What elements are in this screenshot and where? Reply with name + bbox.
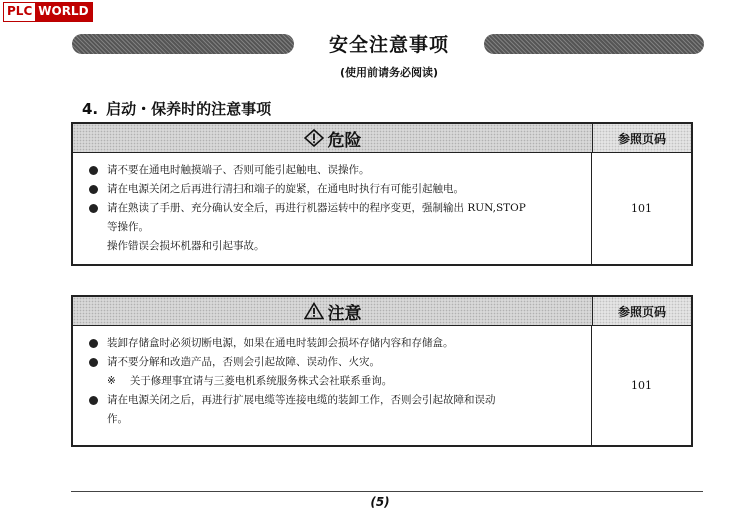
caution-item-text: 请不要分解和改造产品，否则会引起故障、误动作、火灾。 bbox=[107, 356, 380, 368]
caution-note bbox=[89, 372, 583, 391]
danger-item bbox=[89, 199, 583, 218]
logo-world-text: WORLD bbox=[35, 3, 91, 21]
danger-continuation: 操作错误会损坏机器和引起事故。 bbox=[107, 240, 265, 252]
caution-content bbox=[73, 326, 592, 445]
page-title: 安全注意事项 bbox=[328, 34, 449, 56]
section-title-text: 启动・保养时的注意事项 bbox=[106, 100, 272, 118]
caution-body bbox=[73, 326, 691, 445]
danger-header bbox=[73, 124, 691, 153]
danger-item bbox=[89, 161, 583, 180]
page-subtitle: (使用前请务必阅读) bbox=[339, 66, 439, 79]
caution-ref-page: 101 bbox=[631, 379, 652, 392]
bullet-icon bbox=[89, 185, 98, 194]
danger-heading-cell bbox=[73, 124, 593, 152]
danger-item bbox=[89, 180, 583, 199]
caution-item bbox=[89, 334, 583, 353]
caution-header bbox=[73, 297, 691, 326]
caution-item-text: 装卸存储盒时必须切断电源，如果在通电时装卸会损坏存储内容和存储盒。 bbox=[107, 337, 454, 349]
danger-ref-page: 101 bbox=[631, 202, 652, 215]
danger-content bbox=[73, 153, 592, 264]
caution-item bbox=[89, 391, 583, 410]
danger-box bbox=[71, 122, 693, 266]
danger-item-text: 请在熟读了手册、充分确认安全后，再进行机器运转中的程序变更，强制输出 RUN,STOP bbox=[107, 202, 526, 214]
caution-ref-header: 参照页码 bbox=[593, 297, 691, 325]
caution-heading: 注意 bbox=[327, 303, 362, 324]
danger-continuation: 等操作。 bbox=[107, 221, 149, 233]
page-number: (5) bbox=[370, 495, 390, 509]
danger-heading: 危险 bbox=[327, 130, 362, 151]
danger-item-text: 请不要在通电时触摸端子、否则可能引起触电、误操作。 bbox=[107, 164, 370, 176]
danger-warning-icon bbox=[304, 129, 324, 147]
bullet-icon bbox=[89, 204, 98, 213]
caution-item-text: 请在电源关闭之后，再进行扩展电缆等连接电缆的装卸工作，否则会引起故障和误动 bbox=[107, 394, 496, 406]
caution-heading-cell bbox=[73, 297, 593, 325]
plc-world-logo bbox=[3, 2, 93, 22]
section-heading bbox=[82, 98, 271, 119]
section-number: 4. bbox=[82, 100, 99, 118]
note-text: 关于修理事宜请与三菱电机系统服务株式会社联系垂询。 bbox=[129, 375, 393, 387]
title-band-left bbox=[72, 34, 294, 54]
bullet-icon bbox=[89, 358, 98, 367]
danger-body bbox=[73, 153, 691, 264]
caution-item bbox=[89, 353, 583, 372]
bullet-icon bbox=[89, 166, 98, 175]
caution-continuation: 作。 bbox=[107, 413, 128, 425]
danger-ref-header: 参照页码 bbox=[593, 124, 691, 152]
caution-warning-icon bbox=[304, 302, 324, 320]
danger-item-text: 请在电源关闭之后再进行清扫和端子的旋紧，在通电时执行有可能引起触电。 bbox=[107, 183, 464, 195]
logo-plc-text: PLC bbox=[4, 3, 35, 21]
note-mark: ※ bbox=[107, 375, 116, 387]
footer-rule bbox=[71, 491, 703, 492]
bullet-icon bbox=[89, 339, 98, 348]
caution-box bbox=[71, 295, 693, 447]
title-band-right bbox=[484, 34, 704, 54]
bullet-icon bbox=[89, 396, 98, 405]
